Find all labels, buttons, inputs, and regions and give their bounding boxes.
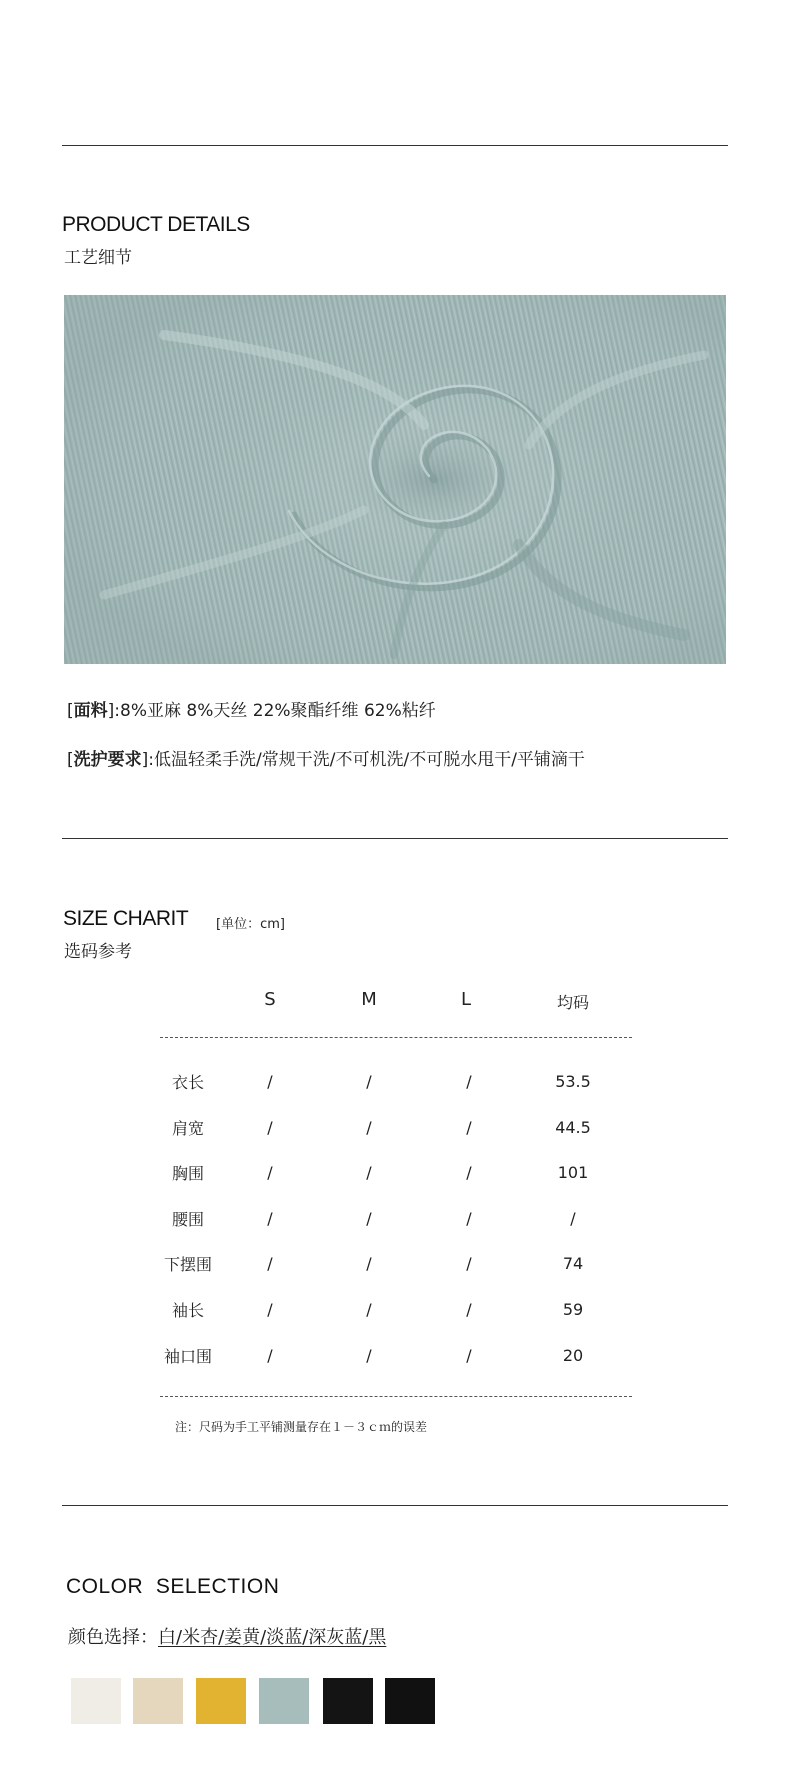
cell-one-size: 59 xyxy=(562,1300,584,1319)
cell-s: / xyxy=(267,1254,273,1273)
cell-l: / xyxy=(466,1254,472,1273)
cell-one-size: / xyxy=(570,1209,576,1228)
size-header-l: L xyxy=(460,989,472,1010)
cell-m: / xyxy=(366,1209,372,1228)
cell-s: / xyxy=(267,1072,273,1091)
table-divider-top xyxy=(160,1037,632,1038)
cell-one-size: 20 xyxy=(562,1346,584,1365)
cell-one-size: 74 xyxy=(562,1254,584,1273)
fabric-swirl-photo xyxy=(64,295,726,664)
product-details-title: PRODUCT DETAILS xyxy=(62,213,250,236)
cell-m: / xyxy=(366,1254,372,1273)
swatch-white[interactable] xyxy=(71,1678,121,1724)
cell-s: / xyxy=(267,1346,273,1365)
color-options-line xyxy=(68,1623,386,1649)
fabric-text: :8%亚麻 8%天丝 22%聚酯纤维 62%粘纤 xyxy=(114,701,436,721)
cell-m: / xyxy=(366,1118,372,1137)
cell-m: / xyxy=(366,1300,372,1319)
table-divider-bottom xyxy=(160,1396,632,1397)
row-label: 袖长 xyxy=(171,1301,204,1320)
divider-top xyxy=(62,145,728,146)
cell-s: / xyxy=(267,1209,273,1228)
cell-one-size: 53.5 xyxy=(555,1072,591,1091)
size-chart-subtitle: 选码参考 xyxy=(64,942,132,962)
care-text: :低温轻柔手洗/常规干洗/不可机洗/不可脱水甩干/平铺滴干 xyxy=(148,750,585,770)
cell-m: / xyxy=(366,1163,372,1182)
fabric-label: 面料 xyxy=(73,701,108,721)
cell-m: / xyxy=(366,1346,372,1365)
row-label: 衣长 xyxy=(171,1073,204,1092)
divider-bottom xyxy=(62,1505,728,1506)
cell-s: / xyxy=(267,1163,273,1182)
cell-one-size: 44.5 xyxy=(555,1118,591,1137)
divider-middle xyxy=(62,838,728,839)
product-details-subtitle: 工艺细节 xyxy=(64,248,132,268)
fabric-composition: [面料]:8%亚麻 8%天丝 22%聚酯纤维 62%粘纤 xyxy=(67,701,436,721)
swatch-ginger-yellow[interactable] xyxy=(196,1678,246,1724)
care-instructions: [洗护要求]:低温轻柔手洗/常规干洗/不可机洗/不可脱水甩干/平铺滴干 xyxy=(67,750,585,770)
row-label: 下摆围 xyxy=(163,1255,212,1274)
cell-s: / xyxy=(267,1300,273,1319)
row-label: 胸围 xyxy=(171,1164,204,1183)
size-header-one-size: 均码 xyxy=(556,993,589,1012)
cell-one-size: 101 xyxy=(557,1163,589,1182)
cell-l: / xyxy=(466,1072,472,1091)
measurement-note: 注：尺码为手工平铺测量存在１－３ｃｍ的误差 xyxy=(175,1420,428,1434)
cell-l: / xyxy=(466,1300,472,1319)
row-label: 腰围 xyxy=(171,1210,204,1229)
size-header-m: M xyxy=(361,989,377,1010)
size-header-s: S xyxy=(264,989,276,1010)
swatch-beige[interactable] xyxy=(133,1678,183,1724)
cell-m: / xyxy=(366,1072,372,1091)
cell-l: / xyxy=(466,1163,472,1182)
cell-l: / xyxy=(466,1209,472,1228)
cell-l: / xyxy=(466,1346,472,1365)
row-label: 袖口围 xyxy=(163,1347,212,1366)
swatch-dark-grey-blue[interactable] xyxy=(323,1678,373,1724)
color-options-list: 白/米杏/姜黄/淡蓝/深灰蓝/黑 xyxy=(158,1627,387,1648)
size-chart-unit: [单位：cm] xyxy=(216,917,285,932)
size-chart-title: SIZE CHARIT xyxy=(63,907,189,930)
color-selection-title: COLOR SELECTION xyxy=(66,1575,280,1598)
row-label: 肩宽 xyxy=(171,1119,204,1138)
swatch-black[interactable] xyxy=(385,1678,435,1724)
swatch-light-blue[interactable] xyxy=(259,1678,309,1724)
care-label: 洗护要求 xyxy=(73,750,142,770)
color-options-label: 颜色选择： xyxy=(68,1627,158,1648)
cell-s: / xyxy=(267,1118,273,1137)
cell-l: / xyxy=(466,1118,472,1137)
